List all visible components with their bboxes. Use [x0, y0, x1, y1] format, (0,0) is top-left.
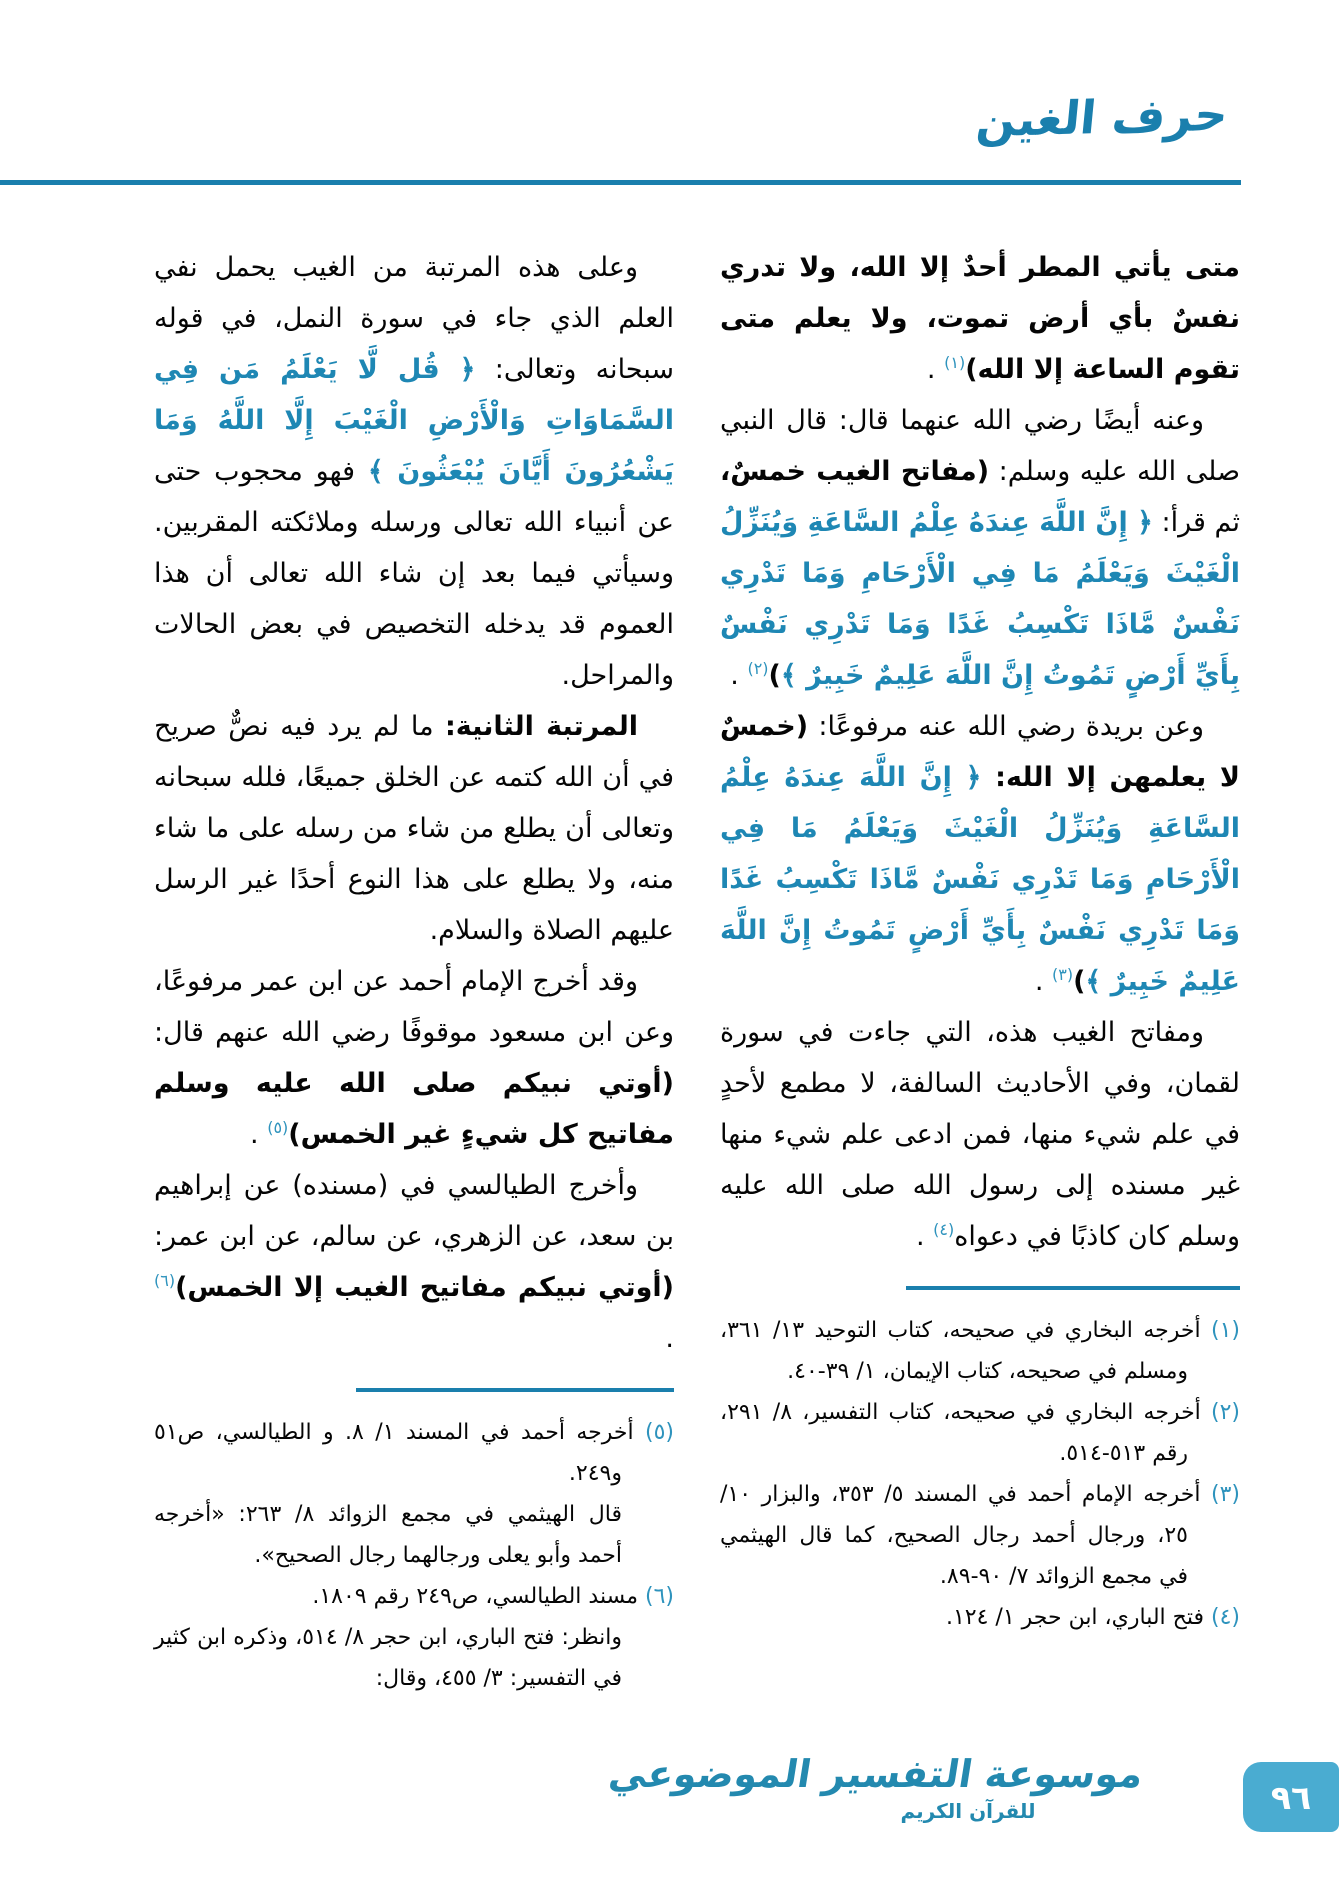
publisher-logo — [605, 1752, 1147, 1823]
body-text: ومفاتح الغيب هذه، التي جاءت في سورة لقمان، وفي الأحاديث السالفة، لا مطمع لأحدٍ في علم شيء منها، فمن ادعى علم شيء منها غير مسنده إلى رسول الله صلى الله عليه وسلم كان كاذبًا في دعواه — [720, 1017, 1240, 1252]
footnote-line: (٤) فتح الباري، ابن حجر ١/ ١٢٤. — [945, 1605, 1240, 1630]
body-text: . — [926, 354, 945, 385]
text-columns — [154, 242, 1240, 1699]
quran-verse: ﴿ إِنَّ اللَّهَ عِندَهُ عِلْمُ السَّاعَةِ وَيُنَزِّلُ الْغَيْثَ وَيَعْلَمُ مَا فِي الْأَرْحَامِ وَمَا تَدْرِي نَفْسٌ مَّاذَا تَكْسِبُ غَدًا وَمَا تَدْرِي نَفْسٌ بِأَيِّ أَرْضٍ تَمُوتُ إِنَّ اللَّهَ عَلِيمٌ خَبِيرٌ ﴾ — [720, 762, 1240, 997]
body-text: ما لم يرد فيه نصٌّ صريح في أن الله كتمه عن الخلق جميعًا، فلله سبحانه وتعالى أن يطلع من شاء من رسله على ما شاء منه، ولا يطلع على هذا النوع أحدًا غير الرسل عليهم الصلاة والسلام. — [154, 711, 674, 946]
page-number-pill — [1243, 1762, 1339, 1832]
footnote — [720, 1310, 1240, 1392]
footnote-marker: (١) — [1200, 1318, 1240, 1343]
footnote-ref: (٤) — [933, 1220, 955, 1239]
hadith-quote: (مفاتح الغيب خمسٌ، — [720, 456, 990, 487]
footnote-separator — [356, 1388, 674, 1392]
footnote-line: (٦) مسند الطيالسي، ص٢٤٩ رقم ١٨٠٩. — [312, 1584, 674, 1609]
logo-subtitle: للقرآن الكريم — [900, 1799, 1036, 1823]
chapter-heading: حرف الغين — [973, 86, 1230, 148]
footnotes-section — [720, 1310, 1240, 1638]
hadith-quote: ) — [768, 660, 781, 691]
footnote — [720, 1597, 1240, 1638]
footnote-ref: (٣) — [1051, 965, 1074, 984]
column-left — [154, 242, 674, 1699]
footnote-ref: (٦) — [154, 1271, 176, 1290]
footnote — [720, 1392, 1240, 1474]
footnote-ref: (٥) — [267, 1118, 289, 1137]
body-text: . — [665, 1323, 674, 1354]
body-text: فهو محجوب حتى عن أنبياء الله تعالى ورسله وملائكته المقربين. وسيأتي فيما بعد إن شاء الله تعالى أن هذا العموم قد يدخله التخصيص في بعض الحالات والمراحل. — [154, 456, 674, 691]
body-text: . — [250, 1119, 268, 1150]
footnote-ref: (٢) — [747, 659, 769, 678]
body-text: وأخرج الطيالسي في (مسنده) عن إبراهيم بن سعد، عن الزهري، عن سالم، عن ابن عمر: — [154, 1170, 674, 1252]
footnotes-section — [154, 1412, 674, 1699]
footnote-marker: (٦) — [638, 1584, 674, 1609]
hadith-quote: ) — [1073, 966, 1086, 997]
body-text: وعلى هذه المرتبة من الغيب يحمل نفي العلم الذي جاء في سورة النمل، في قوله سبحانه وتعالى: — [154, 252, 674, 385]
body-text: وعن بريدة رضي الله عنه مرفوعًا: — [808, 711, 1204, 742]
paragraph — [720, 242, 1240, 395]
hadith-quote: (خمسٌ لا يعلمهن إلا الله: — [720, 711, 1240, 793]
body-text: ثم قرأ: — [1152, 507, 1240, 538]
footnote-line: قال الهيثمي في مجمع الزوائد ٨/ ٢٦٣: «أخرجه أحمد وأبو يعلى ورجالهما رجال الصحيح». — [154, 1502, 622, 1568]
footnote-separator — [906, 1286, 1240, 1290]
header-rule — [0, 180, 1241, 185]
paragraph — [720, 1007, 1240, 1262]
hadith-quote: (أوتي نبيكم مفاتيح الغيب إلا الخمس) — [175, 1272, 674, 1303]
body-text: وقد أخرج الإمام أحمد عن ابن عمر مرفوعًا، وعن ابن مسعود موقوفًا رضي الله عنهم قال: — [154, 966, 674, 1048]
paragraph — [154, 956, 674, 1160]
body-paragraphs — [720, 242, 1240, 1262]
paragraph — [154, 1160, 674, 1364]
footnote — [154, 1412, 674, 1576]
footnote-line: (٣) أخرجه الإمام أحمد في المسند ٥/ ٣٥٣، والبزار ١٠/ ٢٥، ورجال أحمد رجال الصحيح، كما قال الهيثمي في مجمع الزوائد ٧/ ٩٠-٨٩. — [720, 1482, 1240, 1589]
logo-title: موسوعة التفسير الموضوعي — [605, 1752, 1147, 1796]
column-right — [720, 242, 1240, 1699]
footnote — [154, 1576, 674, 1699]
footnote-line: (١) أخرجه البخاري في صحيحه، كتاب التوحيد ١٣/ ٣٦١، ومسلم في صحيحه، كتاب الإيمان، ١/ ٣٩-٤٠. — [720, 1318, 1240, 1384]
footnote-line: (٥) أخرجه أحمد في المسند ١/ ٨. و الطيالسي، ص٥١ و٢٤٩. — [154, 1420, 675, 1486]
footnote-marker: (٣) — [1200, 1482, 1240, 1507]
paragraph — [154, 242, 674, 701]
quran-verse: ﴿ إِنَّ اللَّهَ عِندَهُ عِلْمُ السَّاعَةِ وَيُنَزِّلُ الْغَيْثَ وَيَعْلَمُ مَا فِي الْأَرْحَامِ وَمَا تَدْرِي نَفْسٌ مَّاذَا تَكْسِبُ غَدًا وَمَا تَدْرِي نَفْسٌ بِأَيِّ أَرْضٍ تَمُوتُ إِنَّ اللَّهَ عَلِيمٌ خَبِيرٌ ﴾ — [720, 507, 1240, 691]
hadith-quote: متى يأتي المطر أحدٌ إلا الله، ولا تدري نفسٌ بأي أرض تموت، ولا يعلم متى تقوم الساعة إلا الله) — [720, 252, 1240, 385]
body-text: . — [915, 1221, 934, 1252]
paragraph — [720, 701, 1240, 1007]
footnote-marker: (٤) — [1204, 1605, 1240, 1630]
footnote — [720, 1474, 1240, 1597]
body-paragraphs — [154, 242, 674, 1364]
body-text: . — [730, 660, 748, 691]
footnote-marker: (٥) — [633, 1420, 675, 1445]
paragraph-lead: المرتبة الثانية: — [445, 711, 638, 742]
hadith-quote: (أوتي نبيكم صلى الله عليه وسلم مفاتيح كل شيءٍ غير الخمس) — [154, 1068, 674, 1150]
footnote-line: وانظر: فتح الباري، ابن حجر ٨/ ٥١٤، وذكره ابن كثير في التفسير: ٣/ ٤٥٥، وقال: — [154, 1625, 623, 1691]
footnote-marker: (٢) — [1200, 1400, 1241, 1425]
footnote-line: (٢) أخرجه البخاري في صحيحه، كتاب التفسير، ٨/ ٢٩١، رقم ٥١٣-٥١٤. — [720, 1400, 1241, 1466]
footnote-ref: (١) — [944, 353, 966, 372]
body-text: . — [1034, 966, 1052, 997]
paragraph — [720, 395, 1240, 701]
paragraph — [154, 701, 674, 956]
body-text: وعنه أيضًا رضي الله عنهما قال: قال النبي صلى الله عليه وسلم: — [720, 405, 1240, 487]
page-number: ٩٦ — [1270, 1777, 1312, 1817]
quran-verse: ﴿ قُل لَّا يَعْلَمُ مَن فِي السَّمَاوَاتِ وَالْأَرْضِ الْغَيْبَ إِلَّا اللَّهُ وَمَا يَشْعُرُونَ أَيَّانَ يُبْعَثُونَ ﴾ — [154, 354, 675, 487]
